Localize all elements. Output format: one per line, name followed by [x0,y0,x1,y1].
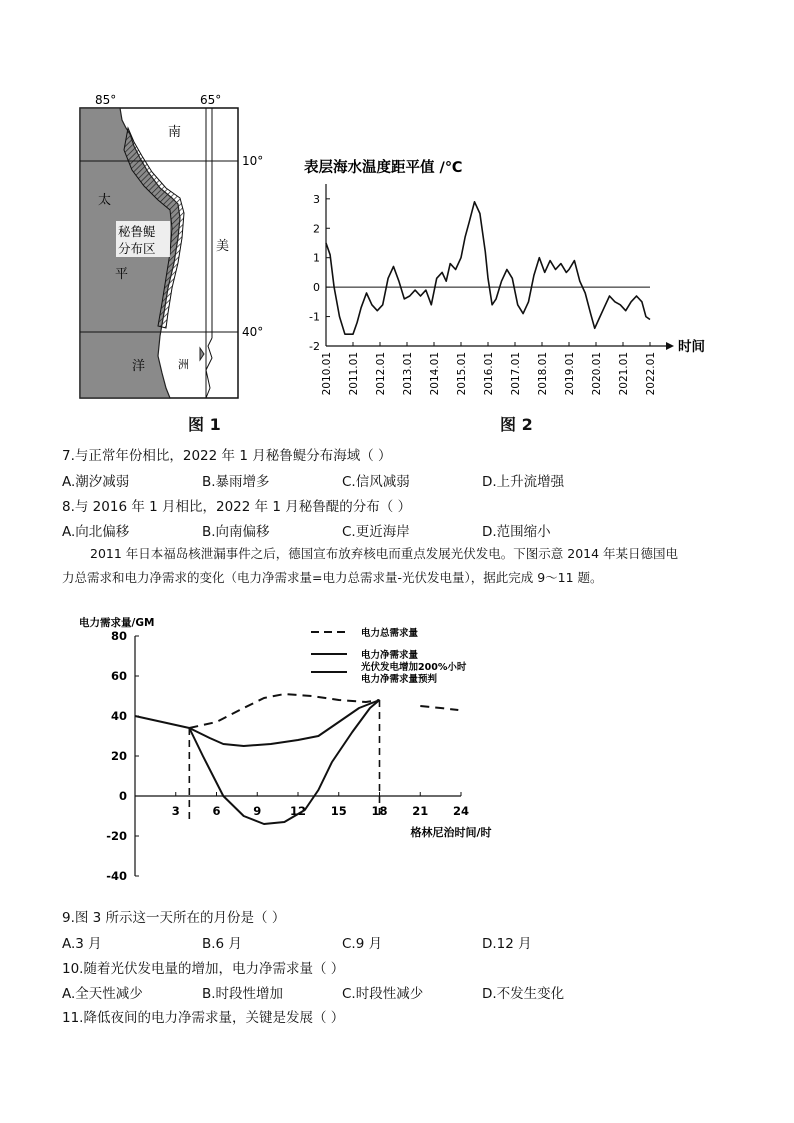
chart2-legend-label: 电力总需求量 [361,628,419,639]
chart2-x-tick-label: 21 [412,804,429,818]
chart1-x-tick-label: 2012.01 [375,352,387,396]
q8-option-b[interactable]: B.向南偏移 [202,524,270,540]
chart2-series-2 [135,700,380,746]
q8-option-d[interactable]: D.范围缩小 [482,524,551,540]
chart1-y-tick-label: 1 [313,251,320,265]
map-figure [70,88,290,406]
chart1-x-tick-label: 2010.01 [321,352,333,396]
chart1-y-tick-label: -2 [309,340,320,353]
area-label-line2: 分布区 [118,241,156,256]
label-nan: 南 [168,125,182,140]
q8-option-c[interactable]: C.更近海岸 [342,524,410,540]
lat-label-40: 40° [242,325,264,339]
chart2-y-tick-label: 40 [110,709,127,723]
label-mei: 美 [216,239,230,254]
lon-label-85: 85° [95,93,117,107]
chart2-x-tick-label: 12 [289,804,307,818]
chart2-x-tick-label: 24 [452,804,470,818]
chart2-y-tick-label: 80 [110,629,127,643]
chart2-y-tick-label: 60 [110,669,127,683]
chart1-x-arrow [666,342,674,350]
chart2-x-tick-label: 15 [330,804,347,818]
chart2-x-tick-label: 18 [371,804,388,818]
chart1-y-tick-label: 3 [313,192,320,206]
figure2-caption: 图 2 [500,415,533,434]
chart2-series-0 [189,694,379,728]
question-7: 7.与正常年份相比，2022 年 1 月秘鲁鳀分布海域（ ） [62,448,392,464]
q9-option-c[interactable]: C.9 月 [342,936,383,952]
passage-line-2: 力总需求和电力净需求的变化（电力净需求量=电力总需求量-光伏发电量），据此完成 9～11 题。 [62,570,603,585]
chart1-x-tick-label: 2020.01 [591,352,603,396]
passage-line-1: 2011 年日本福岛核泄漏事件之后，德国宣布放弃核电而重点发展光伏发电。下图示意 2014 年某日德国电 [90,546,679,561]
chart2-x-label: 格林尼治时间/时 [410,826,492,839]
chart1-series-line [326,202,650,334]
chart1-x-tick-label: 2014.01 [429,352,441,396]
q9-option-b[interactable]: B.6 月 [202,936,242,952]
chart1-x-tick-label: 2016.01 [483,352,495,396]
q9-option-d[interactable]: D.12 月 [482,936,532,952]
chart2-series-1 [420,706,458,710]
q10-option-c[interactable]: C.时段性减少 [342,986,424,1002]
chart2-x-tick-label: 9 [253,804,262,818]
chart1-x-tick-label: 2011.01 [348,352,360,396]
area-label-line1: 秘鲁鳀 [118,224,156,239]
question-9: 9.图 3 所示这一天所在的月份是（ ） [62,910,286,926]
lon-label-65: 65° [200,93,222,107]
chart2-y-tick-label: -40 [106,869,127,883]
chart2-legend-label: 光伏发电增加200%小时 [361,662,467,673]
figure1-caption: 图 1 [188,415,221,434]
chart1-x-tick-label: 2015.01 [456,352,468,396]
q10-option-b[interactable]: B.时段性增加 [202,986,284,1002]
chart2-x-tick-label: 3 [171,804,180,818]
chart1-y-tick-label: 2 [313,222,320,236]
chart1-x-tick-label: 2018.01 [537,352,549,396]
question-11: 11.降低夜间的电力净需求量，关键是发展（ ） [62,1010,345,1026]
chart1-x-tick-label: 2017.01 [510,352,522,396]
label-yang: 洋 [132,359,146,374]
chart1-y-tick-label: 0 [313,281,320,295]
q8-option-a[interactable]: A.向北偏移 [62,524,130,540]
chart2-y-tick-label: 20 [110,749,127,763]
question-10: 10.随着光伏发电量的增加，电力净需求量（ ） [62,961,345,977]
chart1-x-tick-label: 2019.01 [564,352,576,396]
chart1-x-tick-label: 2022.01 [645,352,657,396]
chart2-y-tick-label: 0 [118,789,127,803]
chart1-x-tick-label: 2021.01 [618,352,630,396]
lat-label-10: 10° [242,154,264,168]
chart1-y-tick-label: -1 [309,310,320,324]
chart2-legend-label: 电力净需求量预判 [361,674,438,685]
chart1-x-label: 时间 [678,339,705,355]
power-chart [75,610,495,890]
chart2-y-tick-label: -20 [106,829,127,843]
q7-option-a[interactable]: A.潮汐减弱 [62,474,130,490]
chart2-x-tick-label: 6 [212,804,221,818]
question-8: 8.与 2016 年 1 月相比，2022 年 1 月秘鲁醍的分布（ ） [62,499,412,515]
chart2-legend-label: 电力净需求量 [361,650,419,661]
q9-option-a[interactable]: A.3 月 [62,936,102,952]
chart1-title: 表层海水温度距平值 /℃ [304,160,463,176]
q7-option-d[interactable]: D.上升流增强 [482,474,565,490]
label-zhou: 洲 [178,358,189,371]
q7-option-c[interactable]: C.信风减弱 [342,474,410,490]
chart1-x-tick-label: 2013.01 [402,352,414,396]
label-tai: 太 [98,193,112,208]
q10-option-d[interactable]: D.不发生变化 [482,986,565,1002]
sst-chart [300,150,710,410]
label-ping: 平 [115,267,129,282]
chart2-y-label: 电力需求量/GM [79,617,155,629]
q7-option-b[interactable]: B.暴雨增多 [202,474,270,490]
q10-option-a[interactable]: A.全天性减少 [62,986,143,1002]
